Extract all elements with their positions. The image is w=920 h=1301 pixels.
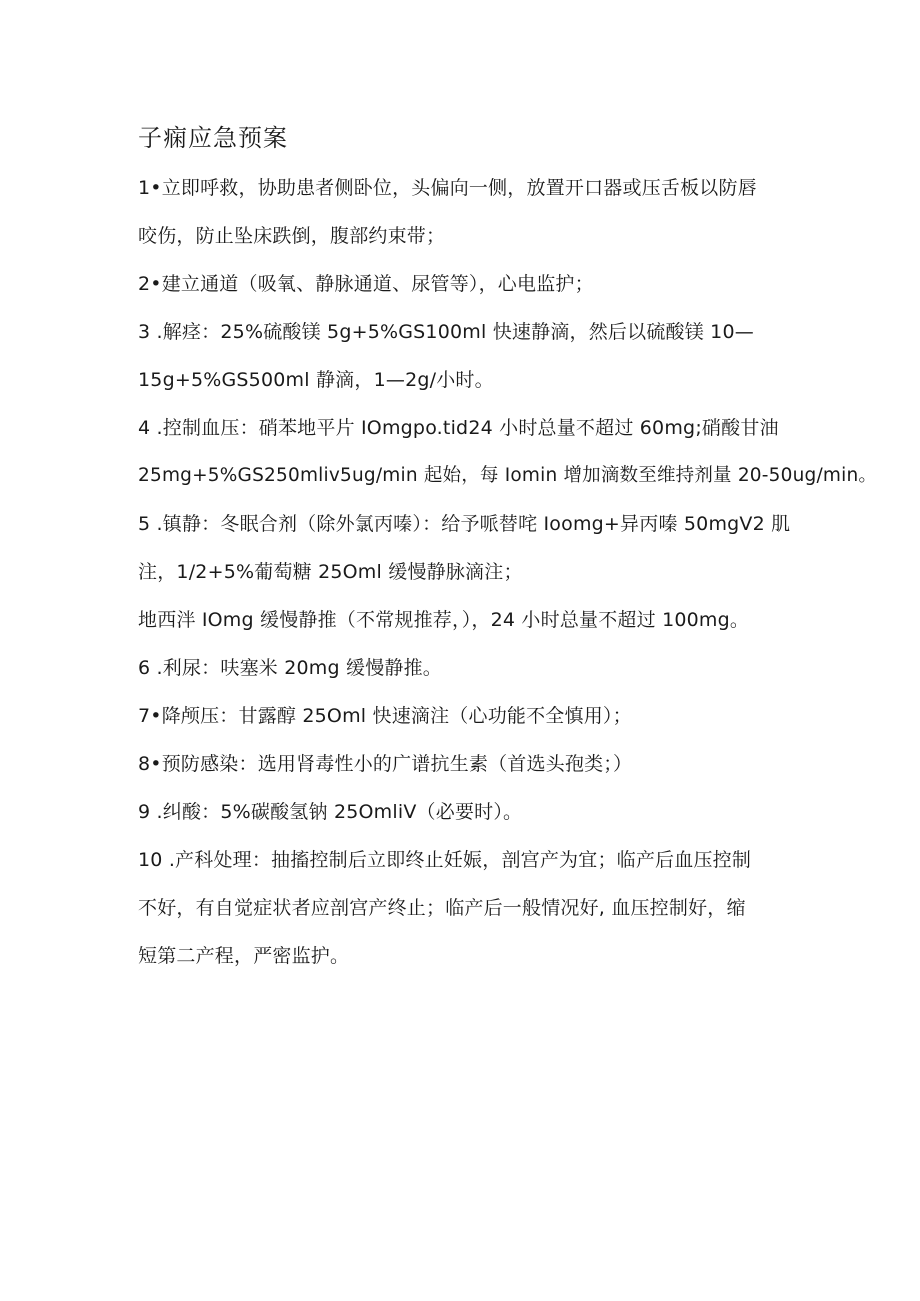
text-line-17: 短第二产程，严密监护。 <box>138 945 350 967</box>
text-line-15: 10 .产科处理：抽搐控制后立即终止妊娠，剖宫产为宜；临产后血压控制 <box>138 849 752 871</box>
text-line-16: 不好，有自觉症状者应剖宫产终止；临产后一般情况好, 血压控制好，缩 <box>138 897 746 919</box>
text-line-11: 6 .利尿：呋塞米 20mg 缓慢静推。 <box>138 657 442 679</box>
document-title: 子痫应急预案 <box>138 124 288 152</box>
text-line-14: 9 .纠酸：5%碳酸氢钠 25OmliV（必要时）。 <box>138 801 523 823</box>
text-line-2: 咬伤，防止坠床跌倒，腹部约束带； <box>138 225 446 247</box>
document-content <box>138 114 888 980</box>
text-line-9: 注，1/2+5%葡萄糖 25Oml 缓慢静脉滴注； <box>138 561 523 583</box>
text-line-6: 4 .控制血压：硝苯地平片 IOmgpo.tid24 小时总量不超过 60mg;硝酸甘油 <box>138 417 779 439</box>
text-line-13: 8•预防感染：选用肾毒性小的广谱抗生素（首选头孢类；） <box>138 753 633 775</box>
text-line-5: 15g+5%GS500ml 静滴，1—2g/小时。 <box>138 369 494 391</box>
text-line-1: 1•立即呼救，协助患者侧卧位，头偏向一侧，放置开口器或压舌板以防唇 <box>138 177 757 199</box>
text-line-8: 5 .镇静：冬眠合剂（除外氯丙嗪）：给予哌替咤 Ioomg+异丙嗪 50mgV2 肌 <box>138 513 791 535</box>
text-line-12: 7•降颅压：甘露醇 25Oml 快速滴注（心功能不全慎用）； <box>138 705 632 727</box>
text-line-7: 25mg+5%GS250mliv5ug/min 起始，每 Iomin 增加滴数至维持剂量 20-50ug/min。 <box>138 465 878 486</box>
text-line-4: 3 .解痉：25%硫酸镁 5g+5%GS100ml 快速静滴，然后以硫酸镁 10— <box>138 321 754 343</box>
text-line-10: 地西泮 IOmg 缓慢静推（不常规推荐，），24 小时总量不超过 100mg。 <box>138 609 750 631</box>
text-line-3: 2•建立通道（吸氧、静脉通道、尿管等），心电监护； <box>138 273 594 295</box>
